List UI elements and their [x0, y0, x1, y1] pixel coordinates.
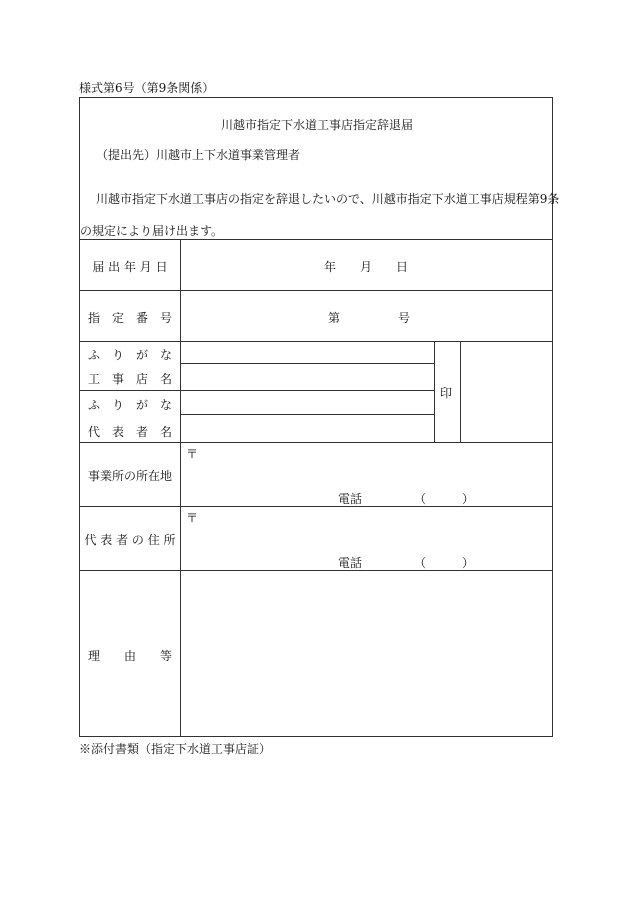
designation-number-suffix: 号	[398, 311, 411, 325]
rep-phone-paren: （ ）	[414, 556, 475, 570]
shop-name-label: 工 事 店 名	[87, 372, 172, 386]
office-phone-label: 電話	[338, 492, 363, 506]
designation-number-prefix: 第	[328, 311, 341, 325]
attachment-note: ※添付書類（指定下水道工事店証）	[79, 742, 272, 756]
form-number: 様式第6号（第9条関係）	[79, 81, 215, 95]
form-title: 川越市指定下水道工事店指定辞退届	[220, 118, 413, 132]
rep-phone-label: 電話	[338, 556, 363, 570]
rule-number-bottom	[80, 341, 552, 342]
rep-name-label: 代 表 者 名	[87, 425, 172, 439]
body-text-line1: 川越市指定下水道工事店の指定を辞退したいので、川越市指定下水道工事店規程第9条	[96, 192, 560, 206]
furigana-label-rep: ふ り が な	[87, 398, 172, 412]
designation-number-label: 指 定 番 号	[87, 311, 172, 325]
date-label: 届 出 年 月 日	[92, 260, 168, 274]
rule-shop-bottom	[80, 390, 434, 391]
rule-furigana1	[180, 363, 434, 364]
office-phone-paren: （ ）	[414, 492, 475, 506]
body-text-line2: の規定により届け出ます。	[80, 224, 224, 238]
rule-furigana2	[180, 414, 434, 415]
office-address-label: 事業所の所在地	[87, 469, 172, 483]
rule-seal-left	[434, 341, 435, 442]
seal-mark: 印	[440, 386, 453, 400]
rep-postal-mark: 〒	[186, 511, 199, 525]
office-postal-mark: 〒	[186, 447, 199, 461]
rule-header-bottom	[80, 239, 552, 240]
rule-date-bottom	[80, 290, 552, 291]
furigana-label-shop: ふ り が な	[87, 348, 172, 362]
rule-label-divider	[180, 239, 181, 736]
date-value: 年 月 日	[323, 260, 408, 274]
form-frame	[79, 97, 560, 737]
rule-seal-right	[460, 341, 461, 442]
rule-repaddr-bottom	[80, 570, 552, 571]
rep-address-label: 代 表 者 の 住 所	[84, 533, 176, 547]
rule-office-bottom	[80, 506, 552, 507]
rule-rep-bottom	[80, 442, 552, 443]
addressee: （提出先）川越市上下水道事業管理者	[96, 148, 301, 162]
reason-label: 理 由 等	[87, 649, 172, 663]
